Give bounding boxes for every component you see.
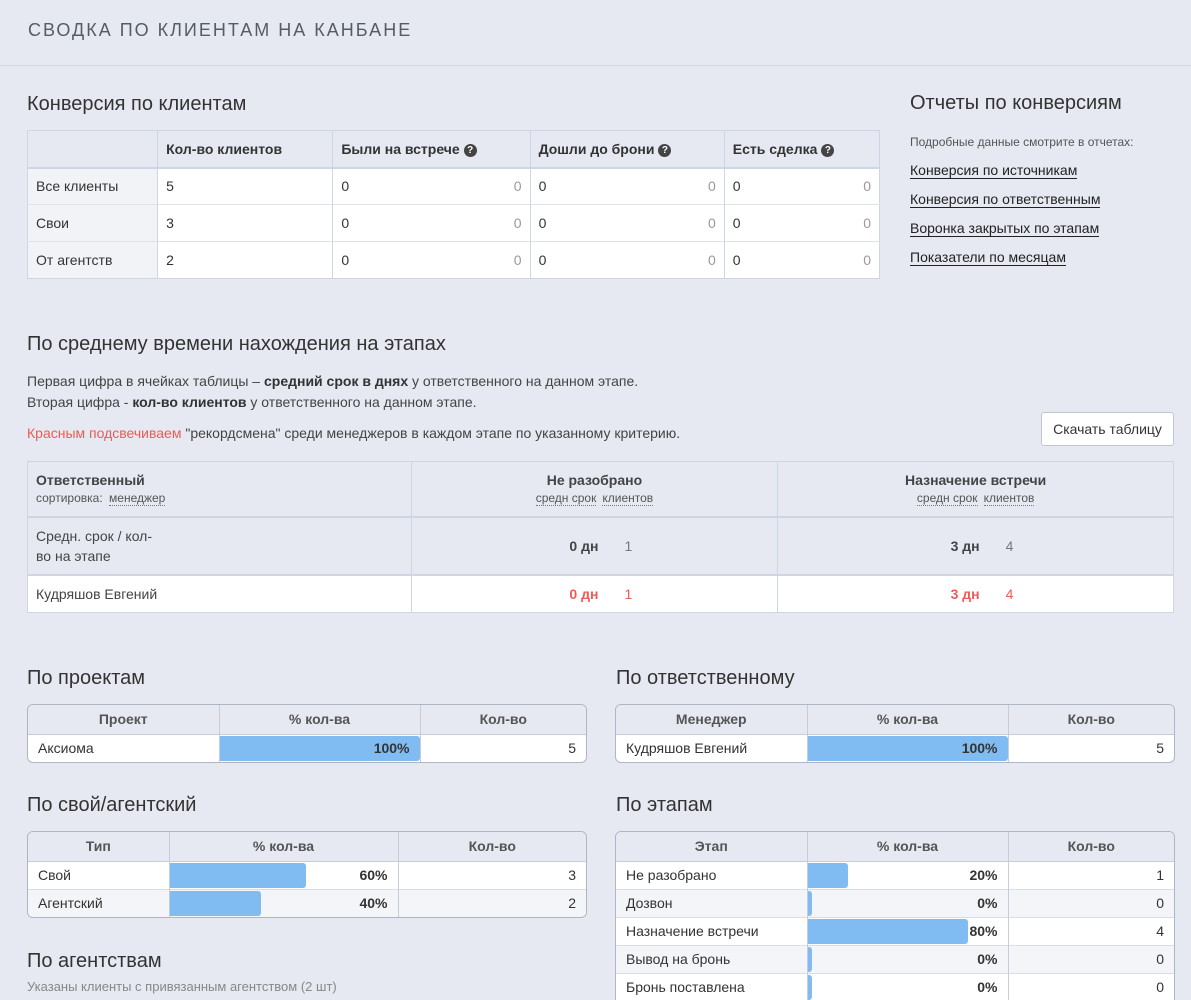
conv-header-empty	[28, 131, 158, 168]
count-cell: 3	[158, 205, 333, 242]
avg-time-desc-1: Первая цифра в ячейках таблицы – средний срок в днях у ответственного на данном этапе.	[27, 373, 639, 389]
sort-days-toggle[interactable]: средн срок	[916, 491, 978, 506]
row-name: Назначение встречи	[616, 917, 807, 945]
met-cell: 0 0	[333, 168, 530, 205]
table-row	[616, 917, 1174, 945]
avg-row-label: Средн. срок / кол-во на этапе	[28, 517, 412, 575]
pct-bar: 0%	[807, 945, 1008, 973]
by-project-title: По проектам	[27, 667, 146, 689]
col-header: Кол-во	[398, 832, 586, 861]
table-row	[28, 168, 880, 205]
help-icon[interactable]: ?	[821, 144, 834, 157]
count-cell: 2	[158, 242, 333, 279]
link-closed-funnel[interactable]: Воронка закрытых по этапам	[910, 220, 1100, 236]
booked-cell: 0 0	[530, 242, 724, 279]
col-header: Менеджер	[616, 705, 807, 734]
deal-cell: 0 0	[724, 242, 879, 279]
pct-bar: 40%	[169, 889, 398, 917]
manager-cell: 0 дн 1	[411, 575, 778, 613]
table-row	[616, 734, 1174, 762]
deal-cell: 0 0	[724, 205, 879, 242]
table-row	[616, 973, 1174, 1000]
pct-bar: 100%	[807, 734, 1008, 762]
col-header: % кол-ва	[219, 705, 420, 734]
conversion-table	[27, 130, 880, 279]
conv-header-count: Кол-во клиентов	[158, 131, 333, 168]
sort-days-toggle[interactable]: средн срок	[535, 491, 597, 506]
conv-header-deal: Есть сделка ?	[724, 131, 879, 168]
stage-time-table	[27, 461, 1174, 613]
booked-cell: 0 0	[530, 168, 724, 205]
row-name: Свой	[28, 861, 169, 889]
met-cell: 0 0	[333, 205, 530, 242]
met-cell: 0 0	[333, 242, 530, 279]
link-conversion-sources[interactable]: Конверсия по источникам	[910, 162, 1078, 178]
row-count: 1	[1008, 861, 1174, 889]
count-cell: 5	[158, 168, 333, 205]
row-count: 2	[398, 889, 586, 917]
row-count: 5	[1008, 734, 1174, 762]
avg-cell: 0 дн 1	[411, 517, 778, 575]
conv-header-booked: Дошли до брони ?	[530, 131, 724, 168]
sort-manager-toggle[interactable]: менеджер	[109, 491, 166, 506]
reports-title: Отчеты по конверсиям	[910, 92, 1122, 114]
row-name: Агентский	[28, 889, 169, 917]
row-count: 0	[1008, 945, 1174, 973]
page-header	[0, 0, 1191, 66]
stage-header-meeting: Назначение встречи средн срок клиентов	[778, 462, 1174, 517]
row-count: 4	[1008, 917, 1174, 945]
col-header: % кол-ва	[169, 832, 398, 861]
by-agency-title: По агентствам	[27, 950, 162, 972]
col-header: Кол-во	[1008, 832, 1174, 861]
table-row	[616, 889, 1174, 917]
row-count: 5	[420, 734, 586, 762]
row-count: 0	[1008, 889, 1174, 917]
manager-name: Кудряшов Евгений	[28, 575, 412, 613]
row-count: 0	[1008, 973, 1174, 1000]
avg-time-desc-3: Красным подсвечиваем "рекордсмена" среди менеджеров в каждом этапе по указанному критерию.	[27, 425, 681, 441]
row-label: Все клиенты	[28, 168, 158, 205]
conv-header-met: Были на встрече ?	[333, 131, 530, 168]
table-row	[28, 734, 586, 762]
by-project-table	[27, 704, 587, 763]
by-type-table	[27, 831, 587, 918]
row-name: Не разобрано	[616, 861, 807, 889]
avg-time-title: По среднему времени нахождения на этапах	[27, 333, 446, 355]
link-monthly-stats[interactable]: Показатели по месяцам	[910, 249, 1066, 265]
table-row	[28, 242, 880, 279]
download-table-button[interactable]: Скачать таблицу	[1041, 412, 1174, 446]
col-header: % кол-ва	[807, 832, 1008, 861]
by-owner-title: По ответственному	[616, 667, 795, 689]
col-header: % кол-ва	[807, 705, 1008, 734]
by-owner-table	[615, 704, 1175, 763]
col-header: Кол-во	[420, 705, 586, 734]
pct-bar: 100%	[219, 734, 420, 762]
deal-cell: 0 0	[724, 168, 879, 205]
pct-bar: 0%	[807, 973, 1008, 1000]
row-name: Аксиома	[28, 734, 219, 762]
table-row	[28, 861, 586, 889]
pct-bar: 20%	[807, 861, 1008, 889]
col-header: Проект	[28, 705, 219, 734]
page-title: СВОДКА ПО КЛИЕНТАМ НА КАНБАНЕ	[28, 20, 413, 40]
table-row	[28, 205, 880, 242]
by-stage-table	[615, 831, 1175, 1000]
table-row	[616, 861, 1174, 889]
row-name: Кудряшов Евгений	[616, 734, 807, 762]
row-label: Свои	[28, 205, 158, 242]
reports-subtitle: Подробные данные смотрите в отчетах:	[910, 135, 1134, 149]
pct-bar: 60%	[169, 861, 398, 889]
row-name: Дозвон	[616, 889, 807, 917]
booked-cell: 0 0	[530, 205, 724, 242]
row-name: Вывод на бронь	[616, 945, 807, 973]
col-header: Кол-во	[1008, 705, 1174, 734]
table-row	[28, 517, 1174, 575]
row-name: Бронь поставлена	[616, 973, 807, 1000]
col-header: Тип	[28, 832, 169, 861]
row-count: 3	[398, 861, 586, 889]
by-agency-note: Указаны клиенты с привязанным агентством (2 шт)	[27, 979, 337, 994]
avg-cell: 3 дн 4	[778, 517, 1174, 575]
table-row	[28, 575, 1174, 613]
link-conversion-owners[interactable]: Конверсия по ответственным	[910, 191, 1101, 207]
pct-bar: 0%	[807, 889, 1008, 917]
row-label: От агентств	[28, 242, 158, 279]
reports-panel	[910, 92, 1170, 266]
help-icon[interactable]: ?	[464, 144, 477, 157]
stage-header-owner: Ответственный сортировка: менеджер	[28, 462, 412, 517]
col-header: Этап	[616, 832, 807, 861]
manager-cell: 3 дн 4	[778, 575, 1174, 613]
sort-clients-toggle[interactable]: клиентов	[983, 491, 1035, 506]
table-row	[616, 945, 1174, 973]
sort-clients-toggle[interactable]: клиентов	[602, 491, 654, 506]
by-stage-title: По этапам	[616, 794, 713, 816]
help-icon[interactable]: ?	[658, 144, 671, 157]
conversion-title: Конверсия по клиентам	[27, 93, 247, 115]
avg-time-desc-2: Вторая цифра - кол-во клиентов у ответственного на данном этапе.	[27, 394, 477, 410]
stage-header-unsorted: Не разобрано средн срок клиентов	[411, 462, 778, 517]
pct-bar: 80%	[807, 917, 1008, 945]
by-type-title: По свой/агентский	[27, 794, 197, 816]
table-row	[28, 889, 586, 917]
